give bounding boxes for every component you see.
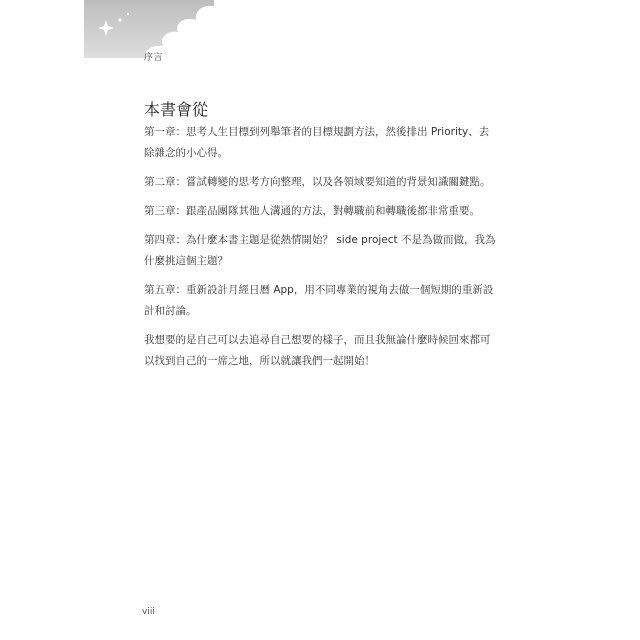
page-number: viii xyxy=(142,607,155,617)
paragraph-chapter-1: 第一章：思考人生目標到列舉筆者的目標規劃方法，然後排出 Priority、去除雜念的小心得。 xyxy=(144,126,490,159)
page-heading: 本書會從 xyxy=(144,100,209,119)
body-text xyxy=(144,122,496,380)
paragraph-chapter-4: 第四章：為什麼本書主題是從熱情開始？ side project 不是為做而做，我為什麼挑這個主題？ xyxy=(144,234,496,267)
section-label: 序言 xyxy=(144,53,164,63)
paragraph-chapter-2: 第二章：嘗試轉變的思考方向整理，以及各領域要知道的背景知識關鍵點。 xyxy=(144,176,491,188)
paragraph-chapter-3: 第三章：跟產品團隊其他人溝通的方法，對轉職前和轉職後都非常重要。 xyxy=(144,205,480,217)
paragraph-chapter-5: 第五章：重新設計月經日曆 App，用不同專業的視角去做一個短期的重新設計和討論。 xyxy=(144,284,494,317)
sparkle-dot xyxy=(118,18,121,21)
paragraph-closing: 我想要的是自己可以去追尋自己想要的樣子，而且我無論什麼時候回來都可以找到自己的一席之地，所以就讓我們一起開始！ xyxy=(144,334,491,367)
sparkle-dot xyxy=(127,13,129,15)
